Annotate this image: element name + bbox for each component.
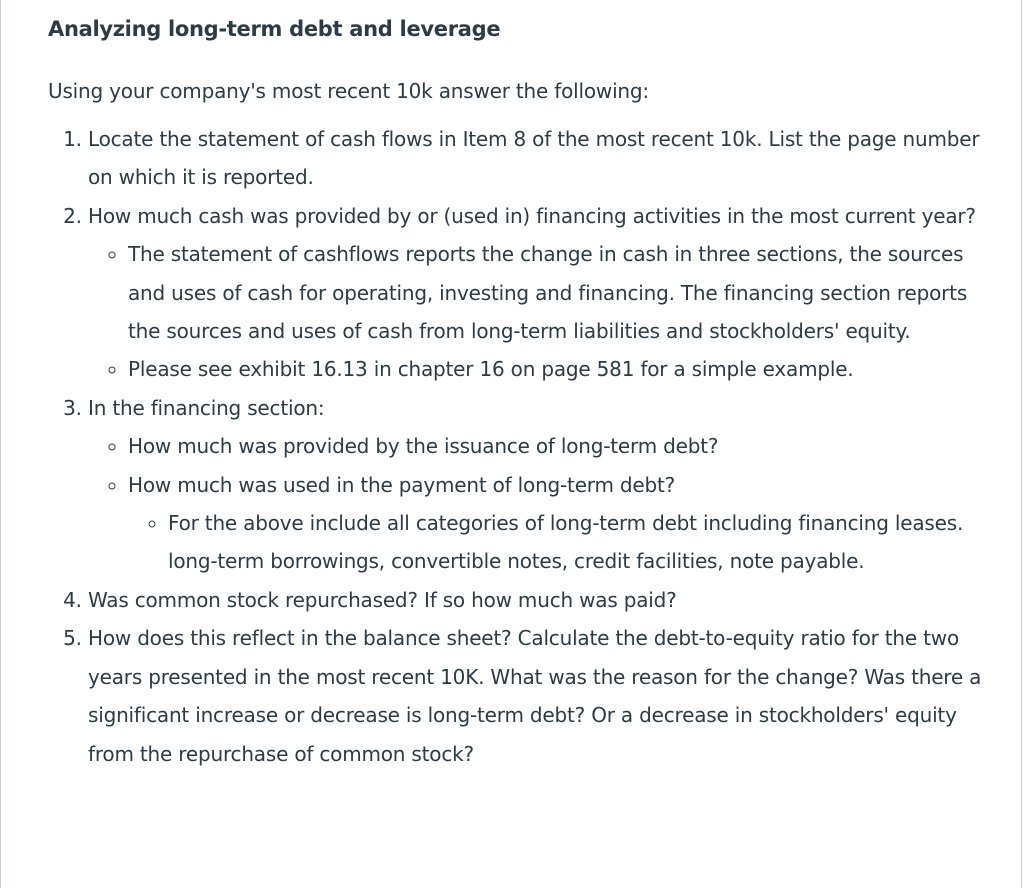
assignment-content — [48, 14, 1003, 773]
sub-list-item-text: Please see exhibit 16.13 in chapter 16 on page 581 for a simple example. — [128, 357, 854, 382]
intro-text: Using your company's most recent 10k answer the following: — [48, 79, 649, 103]
sub-list — [88, 235, 1003, 389]
list-item — [88, 389, 1003, 581]
sub-list-item — [128, 350, 1003, 388]
list-item — [88, 619, 1003, 773]
sub-list-item-text: The statement of cashflows reports the change in cash in three sections, the sources and uses of cash for operating, investing and financing. The financing section reports the sources and uses of cash from long-term liabilities and stockholders' equity. — [128, 242, 968, 344]
list-item-text: In the financing section: — [88, 395, 325, 420]
list-item-text: Was common stock repurchased? If so how much was paid? — [88, 587, 677, 612]
list-item — [88, 120, 1003, 197]
sub-list-item — [128, 466, 1003, 581]
sub-list-item-text: How much was provided by the issuance of long-term debt? — [128, 434, 719, 459]
list-item-text: Locate the statement of cash flows in Item 8 of the most recent 10k. List the page number on which it is reported. — [88, 127, 980, 190]
sub-list-item — [128, 427, 1003, 465]
list-item — [88, 581, 1003, 619]
sub-list-item-text: How much was used in the payment of long-term debt? — [128, 472, 676, 497]
sub-list — [88, 427, 1003, 581]
page-title: Analyzing long-term debt and leverage — [48, 17, 501, 41]
list-item-text: How does this reflect in the balance sheet? Calculate the debt-to-equity ratio for the two years presented in the most recent 10K. What was the reason for the change? Was there a significant increase or decrease is long-term debt? Or a decrease in stockholders' equity from the repurchase of common stock? — [88, 626, 982, 766]
question-list — [48, 120, 1003, 773]
list-item — [88, 197, 1003, 389]
nested-sub-list-item — [168, 504, 1003, 581]
list-item-text: How much cash was provided by or (used in) financing activities in the most current year? — [88, 203, 976, 228]
sub-list-item — [128, 235, 1003, 350]
nested-sub-list — [128, 504, 1003, 581]
nested-sub-list-item-text: For the above include all categories of long-term debt including financing leases. long-term borrowings, convertible notes, credit facilities, note payable. — [168, 511, 964, 574]
